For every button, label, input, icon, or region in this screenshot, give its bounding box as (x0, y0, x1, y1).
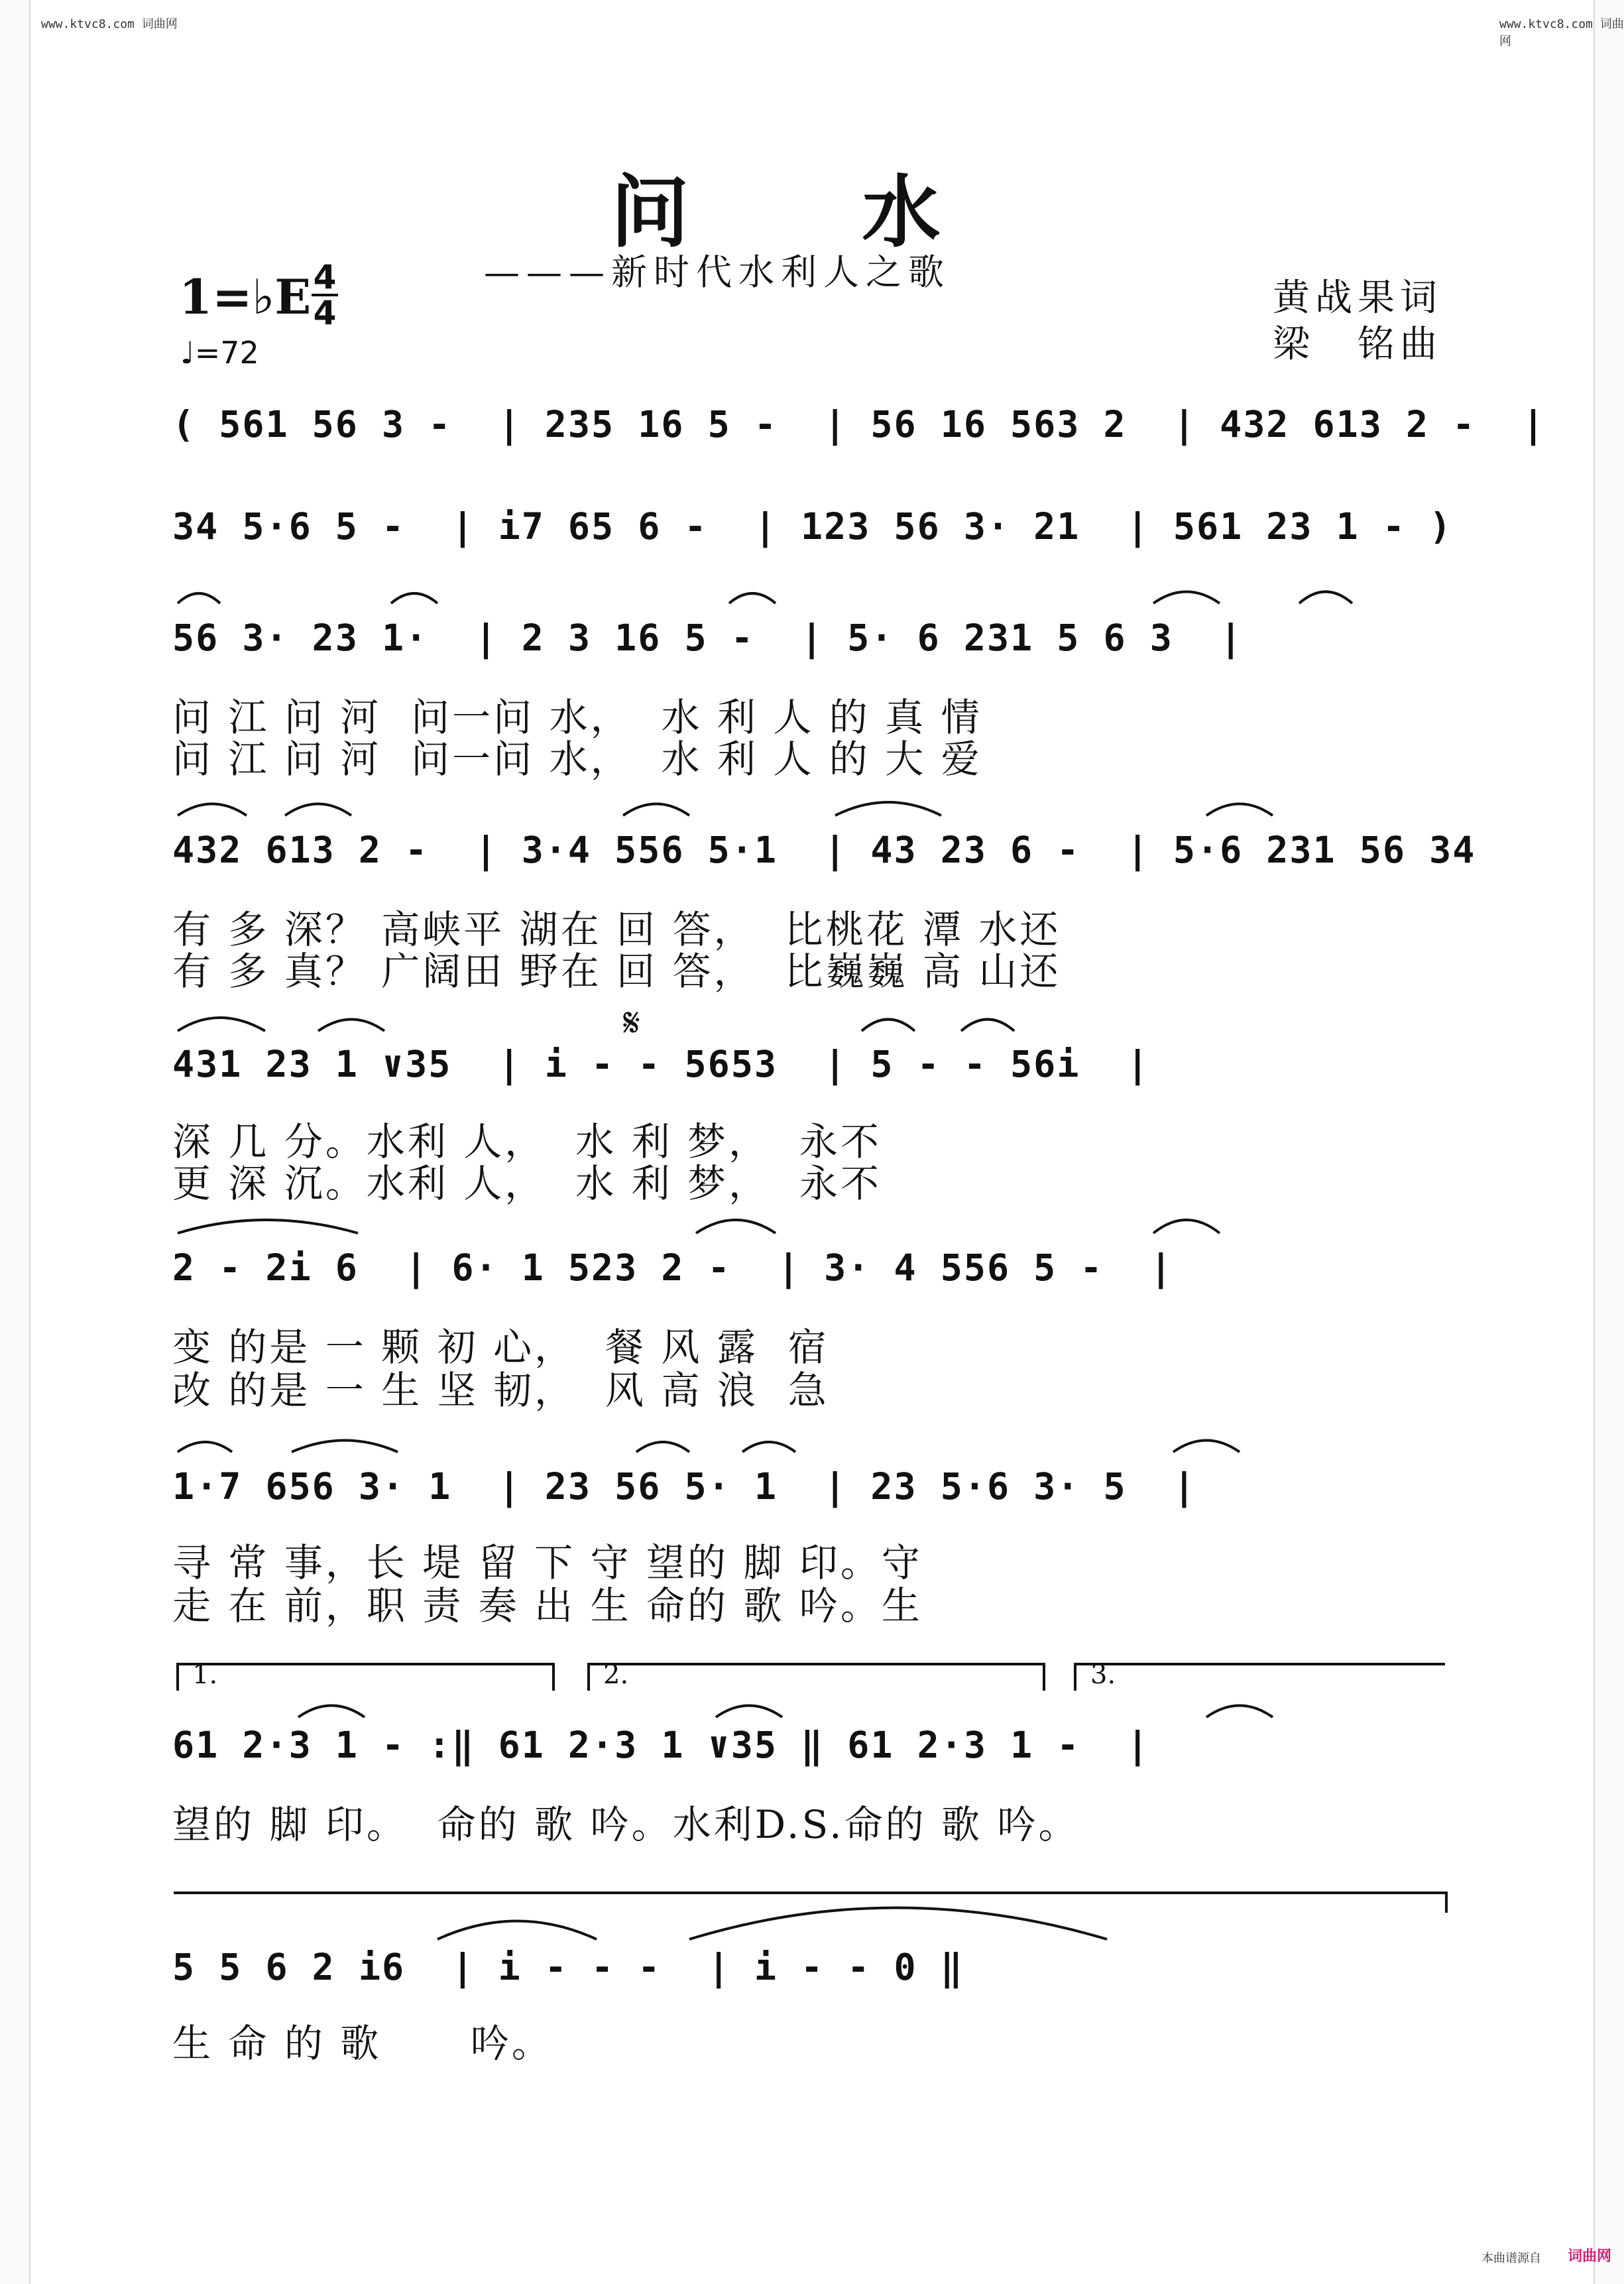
composer-credit: 梁 铭曲 (1273, 323, 1442, 366)
system-3-notes: 56 3· 23 1· | 2 3 16 5 - | 5· 6 231 5 6 3 | (172, 617, 1244, 659)
site-watermark-left[interactable]: www.ktvc8.com 词曲网 (41, 17, 178, 31)
meter-top: 4 (313, 258, 337, 296)
slur (1206, 804, 1273, 816)
song-subtitle: ———新时代水利人之歌 (484, 251, 951, 293)
slur (178, 593, 220, 603)
system-9-lyric-1: 生 命 的 歌 吟。 (172, 2021, 553, 2066)
slur (1299, 592, 1352, 604)
system-9-notes: 5 5 6 2 i6 | i - - - | i - - 0 ‖ (172, 1946, 964, 1988)
slur (689, 1908, 1107, 1940)
footer-brand-link[interactable]: 词曲网 (1568, 2248, 1612, 2265)
segno-sign: 𝄋 (623, 1000, 640, 1046)
slur (1173, 1441, 1240, 1453)
slur (716, 1706, 782, 1718)
system-3-lyric-1: 问 江 问 河 问一问 水， 水 利 人 的 真 情 (172, 695, 982, 740)
slur (178, 1220, 358, 1233)
volta-2-bracket (589, 1664, 1044, 1691)
tempo-marking: ♩=72 (180, 335, 259, 371)
system-4-lyric-1: 有 多 深？ 高峡平 湖在 回 答， 比桃花 潭 水还 (172, 907, 1061, 952)
slur (696, 1220, 776, 1233)
slur (285, 804, 351, 816)
slur (318, 1020, 384, 1032)
slur (1153, 1220, 1220, 1233)
slur (961, 1020, 1014, 1032)
system-6-notes: 2 - 2i 6 | 6· 1 523 2 - | 3· 4 556 5 - | (172, 1246, 1173, 1289)
slur (742, 1442, 795, 1452)
final-system-rule (174, 1893, 1446, 1913)
slur (835, 802, 941, 815)
key-signature: 1=♭E (179, 269, 312, 325)
system-2-notes: 34 5·6 5 - | i7 65 6 - | 123 56 3· 21 | 561 23 1 - ) (172, 505, 1453, 548)
meter-bottom: 4 (313, 294, 337, 332)
system-3-lyric-2: 问 江 问 河 问一问 水， 水 利 人 的 大 爱 (172, 737, 982, 782)
slur (391, 593, 437, 603)
slur (178, 804, 247, 816)
system-6-lyric-2: 改 的是 一 生 坚 韧， 风 高 浪 急 (172, 1368, 829, 1413)
site-watermark-right[interactable]: www.ktvc8.com 词曲网 (1499, 17, 1624, 48)
system-7-lyric-2: 走 在 前，职 责 奏 出 生 命的 歌 吟。生 (172, 1583, 923, 1628)
system-5-lyric-1: 深 几 分。水利 人， 水 利 梦， 永不 (172, 1119, 882, 1164)
system-7-lyric-1: 寻 常 事，长 堤 留 下 守 望的 脚 印。守 (172, 1540, 923, 1585)
slur (1153, 592, 1220, 604)
system-4-lyric-2: 有 多 真？ 广阔田 野在 回 答， 比巍巍 高 山还 (172, 949, 1061, 994)
system-5-notes: 431 23 1 ∨35 | i - - 5653 | 5 - - 56i | (172, 1043, 1150, 1085)
slur (437, 1921, 597, 1940)
system-1-notes: ( 561 56 3 - | 235 16 5 - | 56 16 563 2 | 432 613 2 - | (172, 403, 1546, 446)
slur (292, 1441, 398, 1453)
system-8-lyric-1: 望的 脚 印。 命的 歌 吟。水利D.S.命的 歌 吟。 (172, 1802, 1080, 1847)
song-title: 问 水 (610, 166, 1014, 258)
slur (636, 1442, 689, 1452)
volta-3-bracket (1075, 1664, 1445, 1691)
slur (862, 1020, 915, 1032)
volta-3-label: 3. (1090, 1659, 1116, 1690)
slur (298, 1706, 365, 1718)
volta-1-bracket (178, 1664, 553, 1691)
volta-1-label: 1. (192, 1659, 218, 1690)
slur (729, 593, 776, 603)
slur (623, 804, 689, 816)
footer-source-label: 本曲谱源自 (1481, 2252, 1541, 2265)
system-6-lyric-1: 变 的是 一 颗 初 心， 餐 风 露 宿 (172, 1325, 829, 1370)
lyricist-credit: 黄战果词 (1273, 276, 1442, 320)
system-5-lyric-2: 更 深 沉。水利 人， 水 利 梦， 永不 (172, 1161, 882, 1206)
slur (178, 1442, 232, 1452)
slur (1206, 1706, 1273, 1718)
system-8-notes: 61 2·3 1 - :‖ 61 2·3 1 ∨35 ‖ 61 2·3 1 - | (172, 1724, 1150, 1766)
slur (178, 1018, 265, 1031)
volta-2-label: 2. (603, 1659, 629, 1690)
system-4-notes: 432 613 2 - | 3·4 556 5·1 | 43 23 6 - | 5·6 231 56 34 (172, 829, 1476, 871)
system-7-notes: 1·7 656 3· 1 | 23 56 5· 1 | 23 5·6 3· 5 | (172, 1465, 1196, 1508)
